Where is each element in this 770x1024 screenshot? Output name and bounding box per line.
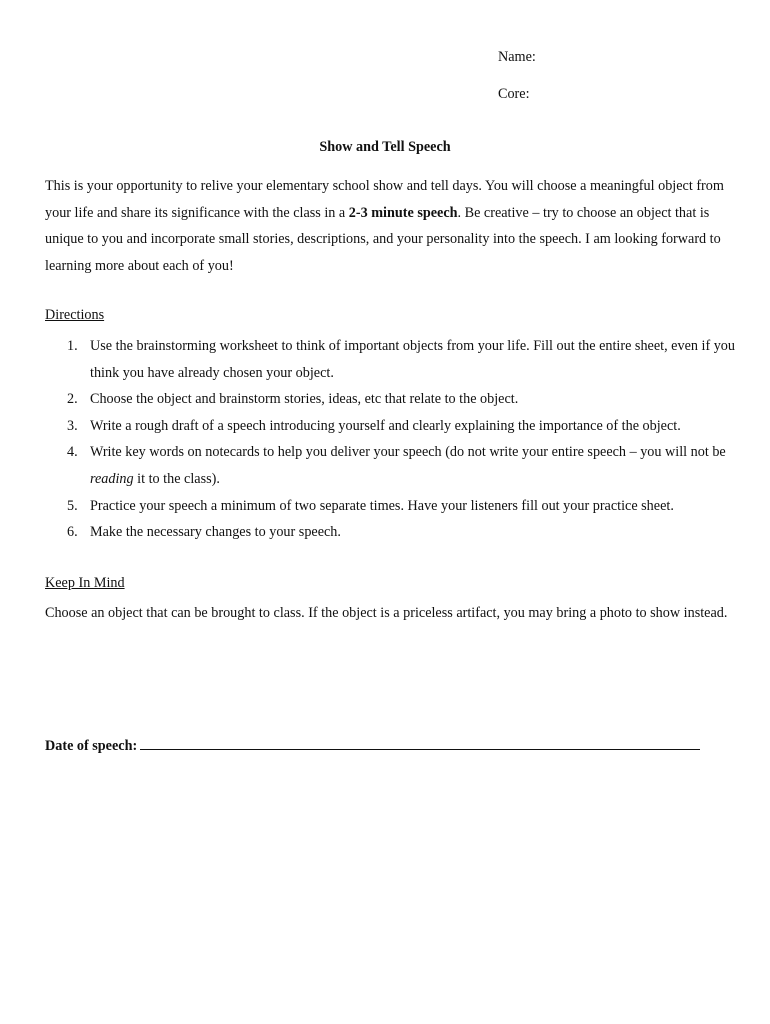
directions-list (45, 333, 735, 546)
list-item-italic: reading (90, 470, 134, 487)
list-item-text-after: it to the class). (133, 470, 220, 487)
intro-text-part1: This is your opportunity to relive your elementary school show and tell days. You will choose a meaningful object from your life and share its significance with the class in a (45, 178, 724, 221)
list-item-text: Write a rough draft of a speech introducing yourself and clearly explaining the importance of the object. (90, 417, 681, 434)
list-number: 1. (67, 338, 78, 354)
list-number: 2. (67, 391, 78, 408)
directions-item-5 (45, 493, 735, 520)
directions-item-2 (45, 386, 735, 413)
list-item-text (90, 444, 726, 487)
name-field-label: Name: (498, 49, 536, 65)
directions-item-3 (45, 413, 735, 440)
list-number: 6. (67, 524, 78, 541)
keep-in-mind-heading: Keep In Mind (45, 575, 125, 591)
intro-bold-duration: 2-3 minute speech (348, 204, 458, 221)
date-of-speech-line (45, 735, 700, 755)
date-of-speech-blank[interactable] (140, 735, 700, 750)
list-item-text: Use the brainstorming worksheet to think of important objects from your life. Fill out the entire sheet, even if you think you have already chosen your object. (90, 338, 735, 381)
keep-in-mind-text: Choose an object that can be brought to class. If the object is a priceless artifact, you may bring a photo to show instead. (45, 605, 728, 621)
list-item-text: Make the necessary changes to your speech. (90, 524, 341, 541)
list-number: 5. (67, 497, 78, 514)
core-field-label: Core: (498, 86, 530, 102)
directions-item-4 (45, 439, 735, 492)
directions-item-1 (45, 333, 735, 386)
list-item-text-before: Write key words on notecards to help you deliver your speech (do not write your entire speech – you will not be (90, 444, 726, 461)
list-item-text: Practice your speech a minimum of two separate times. Have your listeners fill out your practice sheet. (90, 497, 674, 514)
directions-item-6 (45, 519, 735, 546)
list-number: 4. (67, 444, 78, 461)
list-number: 3. (67, 417, 78, 434)
date-of-speech-label: Date of speech: (45, 738, 138, 754)
list-item-text: Choose the object and brainstorm stories, ideas, etc that relate to the object. (90, 391, 519, 408)
intro-paragraph (45, 173, 735, 279)
intro-text-part2: . Be creative – try to choose an object that is unique to you and incorporate small stories, descriptions, and your personality into the speech. I am looking forward to learning more about each of you! (45, 204, 721, 274)
document-title: Show and Tell Speech (319, 139, 451, 155)
directions-heading: Directions (45, 307, 105, 323)
